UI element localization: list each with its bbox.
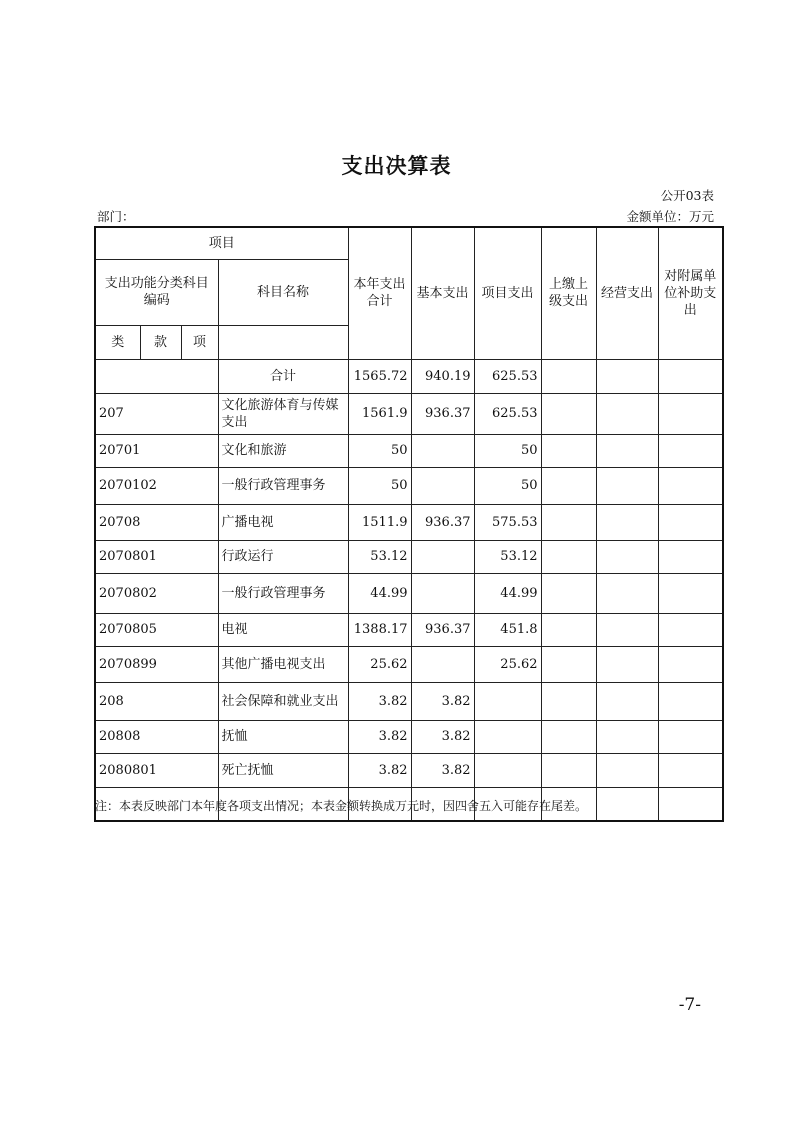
header-project: 项目 <box>95 227 348 259</box>
row-upper-pay-value <box>541 682 596 720</box>
header-project-expense: 项目支出 <box>474 227 541 359</box>
row-subsidy-value <box>658 573 723 613</box>
row-code: 2070899 <box>95 646 218 682</box>
row-basic-value: 936.37 <box>411 613 474 646</box>
row-business-value <box>596 393 658 434</box>
header-xiang: 项 <box>181 325 218 359</box>
row-code: 2080801 <box>95 753 218 787</box>
row-subject-name: 社会保障和就业支出 <box>218 682 348 720</box>
row-basic-value: 3.82 <box>411 682 474 720</box>
row-upper-pay-value <box>541 720 596 753</box>
row-project-value <box>474 682 541 720</box>
row-total-value: 44.99 <box>348 573 411 613</box>
page-title: 支出决算表 <box>341 153 452 178</box>
row-project-value: 50 <box>474 434 541 467</box>
row-subject-name: 一般行政管理事务 <box>218 573 348 613</box>
row-subsidy-value <box>658 504 723 540</box>
table-row <box>95 573 723 613</box>
row-subject-name: 电视 <box>218 613 348 646</box>
row-basic-value <box>411 434 474 467</box>
row-basic-value: 3.82 <box>411 720 474 753</box>
table-row <box>95 720 723 753</box>
department-label: 部门： <box>97 209 135 224</box>
row-business-value <box>596 540 658 573</box>
row-business-value <box>596 434 658 467</box>
table-row <box>95 753 723 787</box>
page-number: -7- <box>678 995 701 1015</box>
row-upper-pay-value <box>541 393 596 434</box>
row-upper-pay-value <box>541 540 596 573</box>
total-project-value: 625.53 <box>474 359 541 393</box>
header-lei: 类 <box>95 325 140 359</box>
row-project-value <box>474 753 541 787</box>
row-total-value: 3.82 <box>348 682 411 720</box>
row-subsidy-value <box>658 434 723 467</box>
row-subject-name: 一般行政管理事务 <box>218 467 348 504</box>
row-project-value: 50 <box>474 467 541 504</box>
row-project-value: 44.99 <box>474 573 541 613</box>
row-code: 20701 <box>95 434 218 467</box>
table-row <box>95 646 723 682</box>
row-basic-value: 936.37 <box>411 504 474 540</box>
row-business-value <box>596 720 658 753</box>
row-basic-value: 3.82 <box>411 753 474 787</box>
header-total-year: 本年支出合计 <box>348 227 411 359</box>
row-code: 2070805 <box>95 613 218 646</box>
total-year-value: 1565.72 <box>348 359 411 393</box>
table-row <box>95 434 723 467</box>
table-row <box>95 504 723 540</box>
row-business-value <box>596 467 658 504</box>
row-subsidy-value <box>658 753 723 787</box>
header-upper-pay: 上缴上级支出 <box>541 227 596 359</box>
row-basic-value <box>411 540 474 573</box>
row-business-value <box>596 646 658 682</box>
row-subject-name: 抚恤 <box>218 720 348 753</box>
row-code: 208 <box>95 682 218 720</box>
row-total-value: 3.82 <box>348 753 411 787</box>
row-business-value <box>596 613 658 646</box>
row-upper-pay-value <box>541 434 596 467</box>
row-subsidy-value <box>658 682 723 720</box>
row-code: 2070801 <box>95 540 218 573</box>
row-basic-value <box>411 467 474 504</box>
row-business-value <box>596 504 658 540</box>
row-project-value: 53.12 <box>474 540 541 573</box>
table-row <box>95 540 723 573</box>
row-total-value: 1511.9 <box>348 504 411 540</box>
unit-label: 金额单位：万元 <box>626 209 714 224</box>
header-subject-name: 科目名称 <box>218 259 348 325</box>
row-code: 207 <box>95 393 218 434</box>
row-business-value <box>596 573 658 613</box>
row-project-value: 25.62 <box>474 646 541 682</box>
row-basic-value <box>411 573 474 613</box>
row-upper-pay-value <box>541 646 596 682</box>
table-row <box>95 467 723 504</box>
row-subsidy-value <box>658 540 723 573</box>
row-basic-value <box>411 646 474 682</box>
row-project-value <box>474 720 541 753</box>
row-upper-pay-value <box>541 573 596 613</box>
total-label: 合计 <box>218 359 348 393</box>
header-func-code: 支出功能分类科目编码 <box>95 259 218 325</box>
row-code: 20808 <box>95 720 218 753</box>
row-total-value: 25.62 <box>348 646 411 682</box>
row-subsidy-value <box>658 720 723 753</box>
row-upper-pay-value <box>541 613 596 646</box>
row-subject-name: 文化旅游体育与传媒支出 <box>218 393 348 434</box>
row-total-value: 50 <box>348 434 411 467</box>
row-subject-name: 行政运行 <box>218 540 348 573</box>
row-project-value: 575.53 <box>474 504 541 540</box>
row-subject-name: 广播电视 <box>218 504 348 540</box>
row-code: 2070802 <box>95 573 218 613</box>
row-subsidy-value <box>658 646 723 682</box>
row-total-value: 50 <box>348 467 411 504</box>
row-business-value <box>596 682 658 720</box>
table-row <box>95 613 723 646</box>
row-subsidy-value <box>658 393 723 434</box>
header-business: 经营支出 <box>596 227 658 359</box>
total-basic-value: 940.19 <box>411 359 474 393</box>
row-upper-pay-value <box>541 504 596 540</box>
row-total-value: 53.12 <box>348 540 411 573</box>
expenditure-table <box>94 226 724 822</box>
row-basic-value: 936.37 <box>411 393 474 434</box>
table-row <box>95 393 723 434</box>
row-code: 20708 <box>95 504 218 540</box>
row-subject-name: 文化和旅游 <box>218 434 348 467</box>
row-project-value: 451.8 <box>474 613 541 646</box>
row-subject-name: 其他广播电视支出 <box>218 646 348 682</box>
header-kuan: 款 <box>140 325 181 359</box>
table-row <box>95 682 723 720</box>
row-code: 2070102 <box>95 467 218 504</box>
row-total-value: 1388.17 <box>348 613 411 646</box>
row-subsidy-value <box>658 613 723 646</box>
row-business-value <box>596 753 658 787</box>
table-code: 公开03表 <box>660 188 714 203</box>
header-basic: 基本支出 <box>411 227 474 359</box>
row-total-value: 3.82 <box>348 720 411 753</box>
row-subsidy-value <box>658 467 723 504</box>
row-subject-name: 死亡抚恤 <box>218 753 348 787</box>
header-subsidy: 对附属单位补助支出 <box>658 227 723 359</box>
row-upper-pay-value <box>541 467 596 504</box>
row-total-value: 1561.9 <box>348 393 411 434</box>
row-project-value: 625.53 <box>474 393 541 434</box>
row-upper-pay-value <box>541 753 596 787</box>
total-row <box>95 359 723 393</box>
footnote: 注：本表反映部门本年度各项支出情况；本表金额转换成万元时，因四舍五入可能存在尾差。 <box>95 799 588 813</box>
